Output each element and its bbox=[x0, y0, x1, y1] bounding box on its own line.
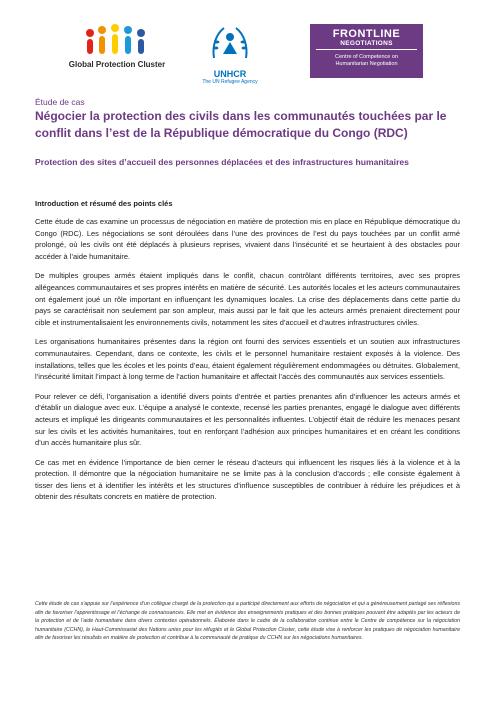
logo-bar bbox=[0, 20, 495, 100]
paragraph: Pour relever ce défi, l’organisation a identifié divers points d’entrée et parties prenantes afin d’influencer les acteurs armés et d’établir un dialogue avec eux. L’équipe a analysé le contexte, recensé les parties prenantes, engagé le dialogue avec différents acteurs et impliqué les dirigeants communautaires et les personnalités influentes. L’objectif était de réduire les menaces pesant sur les civils et les activités humanitaires, tout en renforçant l’adhésion aux principes humanitaires et en créant les conditions d’un accès humanitaire plus sûr. bbox=[35, 391, 460, 448]
paragraph: Ce cas met en évidence l’importance de bien cerner le réseau d’acteurs qui influencent les risques liés à la violence et à la protection. Il démontre que la négociation humanitaire ne se limite pas à la conclusion d’accords ; elle consiste également à tisser des liens et à identifier les intérêts et les structures d’influence susceptibles de contribuer à réduire les préjudices et à obtenir des résultats concrets en matière de protection. bbox=[35, 457, 460, 502]
unhcr-tagline: The UN Refugee Agency bbox=[202, 79, 258, 85]
footnote: Cette étude de cas s’appuie sur l’expérience d’un collègue chargé de la protection qui a participé directement aux efforts de négociation et qui a généreusement partagé ses réflexions afin de favoriser l’apprentissage et l’échange de connaissances. Elle met en évidence des enseignements pratiques et des bonnes pratiques pouvant être adaptés par les acteurs de la protection et de l’aide humanitaire dans divers contextes opérationnels. Élaborée dans le cadre de la collaboration continue entre le Centre de compétence sur la négociation humanitaire (CCHN), le Haut-Commissariat des Nations unies pour les réfugiés et le Global Protection Cluster, cette étude vise à renforcer les pratiques de négociation humanitaire afin de favoriser les résultats en matière de protection et contribue à la communauté de pratique du CCHN sur les négociations humanitaires. bbox=[35, 601, 460, 642]
frontline-line-1: Centre of Competence on bbox=[335, 54, 398, 60]
section-heading: Introduction et résumé des points clés bbox=[35, 199, 173, 208]
frontline-title: FRONTLINE bbox=[332, 28, 401, 40]
page-title: Négocier la protection des civils dans les communautés touchées par le conflit dans l’est de la République démocratique du Congo (RDC) bbox=[35, 109, 447, 140]
gpc-name: Global Protection Cluster bbox=[68, 60, 166, 69]
doc-kicker: Étude de cas bbox=[35, 97, 85, 107]
unhcr-logo bbox=[200, 24, 260, 85]
frontline-subtitle: NEGOTIATIONS bbox=[316, 40, 417, 50]
paragraph: Les organisations humanitaires présentes dans la région ont fourni des services essentiels et un soutien aux infrastructures communautaires. Cependant, dans ce contexte, les civils et le personnel humanitaire restaient exposés à la violence. Des installations, telles que les écoles et les points d’eau, étaient également régulièrement endommagées ou détruites. Globalement, l’insécurité limitait l’impact à long terme de l’action humanitaire et affectait l’accès des communautés aux services essentiels. bbox=[35, 337, 460, 382]
unhcr-emblem-icon bbox=[208, 24, 252, 62]
frontline-logo bbox=[310, 24, 423, 78]
body-text bbox=[35, 216, 460, 511]
paragraph: Cette étude de cas examine un processus de négociation en matière de protection mis en place en République démocratique du Congo (RDC). Les négociations se sont déroulées dans l’une des provinces de l’est du pays touchées par un conflit armé prolongé, où les civils ont été déplacés à plusieurs reprises, vivaient dans l’insécurité et se heurtaient à des obstacles pour accéder à l’aide humanitaire. bbox=[35, 217, 460, 261]
gpc-logo bbox=[62, 24, 172, 69]
paragraph: De multiples groupes armés étaient impliqués dans le conflit, chacun contrôlant différents territoires, avec ses propres allégeances communautaires et ses propres intérêts en matière de sécurité. Les autorités locales et les acteurs communautaires ont également joué un rôle important en influençant les dynamiques locales. La crise des déplacements dans cette partie du pays se caractérisait non seulement par son ampleur, mais aussi par le fait que les acteurs armés prenaient directement pour cible et instrumentalisaient les environnements civils, notamment les sites d’accueil et d’autres infrastructures civiles. bbox=[35, 271, 460, 327]
unhcr-name: UNHCR bbox=[213, 69, 247, 79]
gpc-people-icon bbox=[82, 24, 152, 58]
frontline-line-2: Humanitarian Negotiation bbox=[335, 61, 398, 67]
page-subtitle: Protection des sites d’accueil des personnes déplacées et des infrastructures humanitaires bbox=[35, 157, 409, 167]
